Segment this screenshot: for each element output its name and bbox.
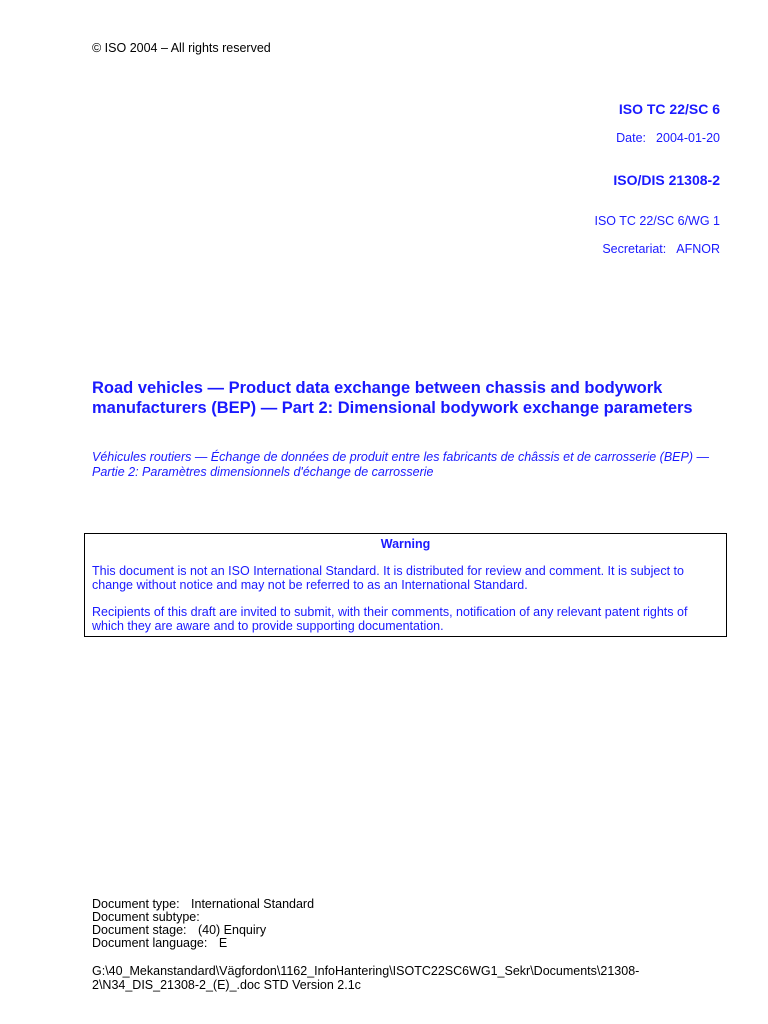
meta-stage-label: Document stage: — [92, 923, 187, 937]
meta-subtype-label: Document subtype: — [92, 910, 200, 924]
secretariat-label: Secretariat: — [602, 242, 667, 256]
title-english: Road vehicles — Product data exchange between chassis and bodywork manufacturers (BEP) — Part 2: Dimensional bodywork exchange parameters — [92, 379, 693, 417]
meta-type-value: International Standard — [191, 897, 315, 911]
date-label: Date: — [616, 131, 647, 145]
document-metadata — [92, 898, 314, 950]
meta-language-value: E — [218, 936, 228, 950]
meta-type-label: Document type: — [92, 897, 180, 911]
file-path: G:\40_Mekanstandard\Vägfordon\1162_InfoHantering\ISOTC22SC6WG1_Sekr\Documents\21308-2\N34_DIS_21308-2_(E)_.doc STD Version 2.1c — [92, 964, 640, 992]
warning-paragraph-2: Recipients of this draft are invited to submit, with their comments, notification of any relevant patent rights of which they are aware and to provide supporting documentation. — [92, 605, 688, 633]
warning-paragraph-1: This document is not an ISO International Standard. It is distributed for review and comment. It is subject to change without notice and may not be referred to as an International Standard. — [92, 564, 684, 592]
committee-reference: ISO TC 22/SC 6 — [618, 101, 720, 117]
working-group: ISO TC 22/SC 6/WG 1 — [594, 214, 720, 228]
document-date — [616, 131, 720, 145]
date-value: 2004-01-20 — [656, 131, 720, 145]
warning-heading: Warning — [380, 537, 431, 551]
secretariat — [602, 242, 720, 256]
meta-row-language — [92, 937, 314, 950]
copyright-notice: © ISO 2004 – All rights reserved — [92, 41, 271, 55]
warning-box — [84, 533, 727, 637]
meta-language-label: Document language: — [92, 936, 208, 950]
document-number: ISO/DIS 21308-2 — [613, 172, 720, 188]
title-french: Véhicules routiers — Échange de données de produit entre les fabricants de châssis et de carrosserie (BEP) — Partie 2: Paramètres dimensionnels d'échange de carrosserie — [92, 450, 709, 479]
secretariat-value: AFNOR — [676, 242, 720, 256]
meta-stage-value: (40) Enquiry — [197, 923, 267, 937]
